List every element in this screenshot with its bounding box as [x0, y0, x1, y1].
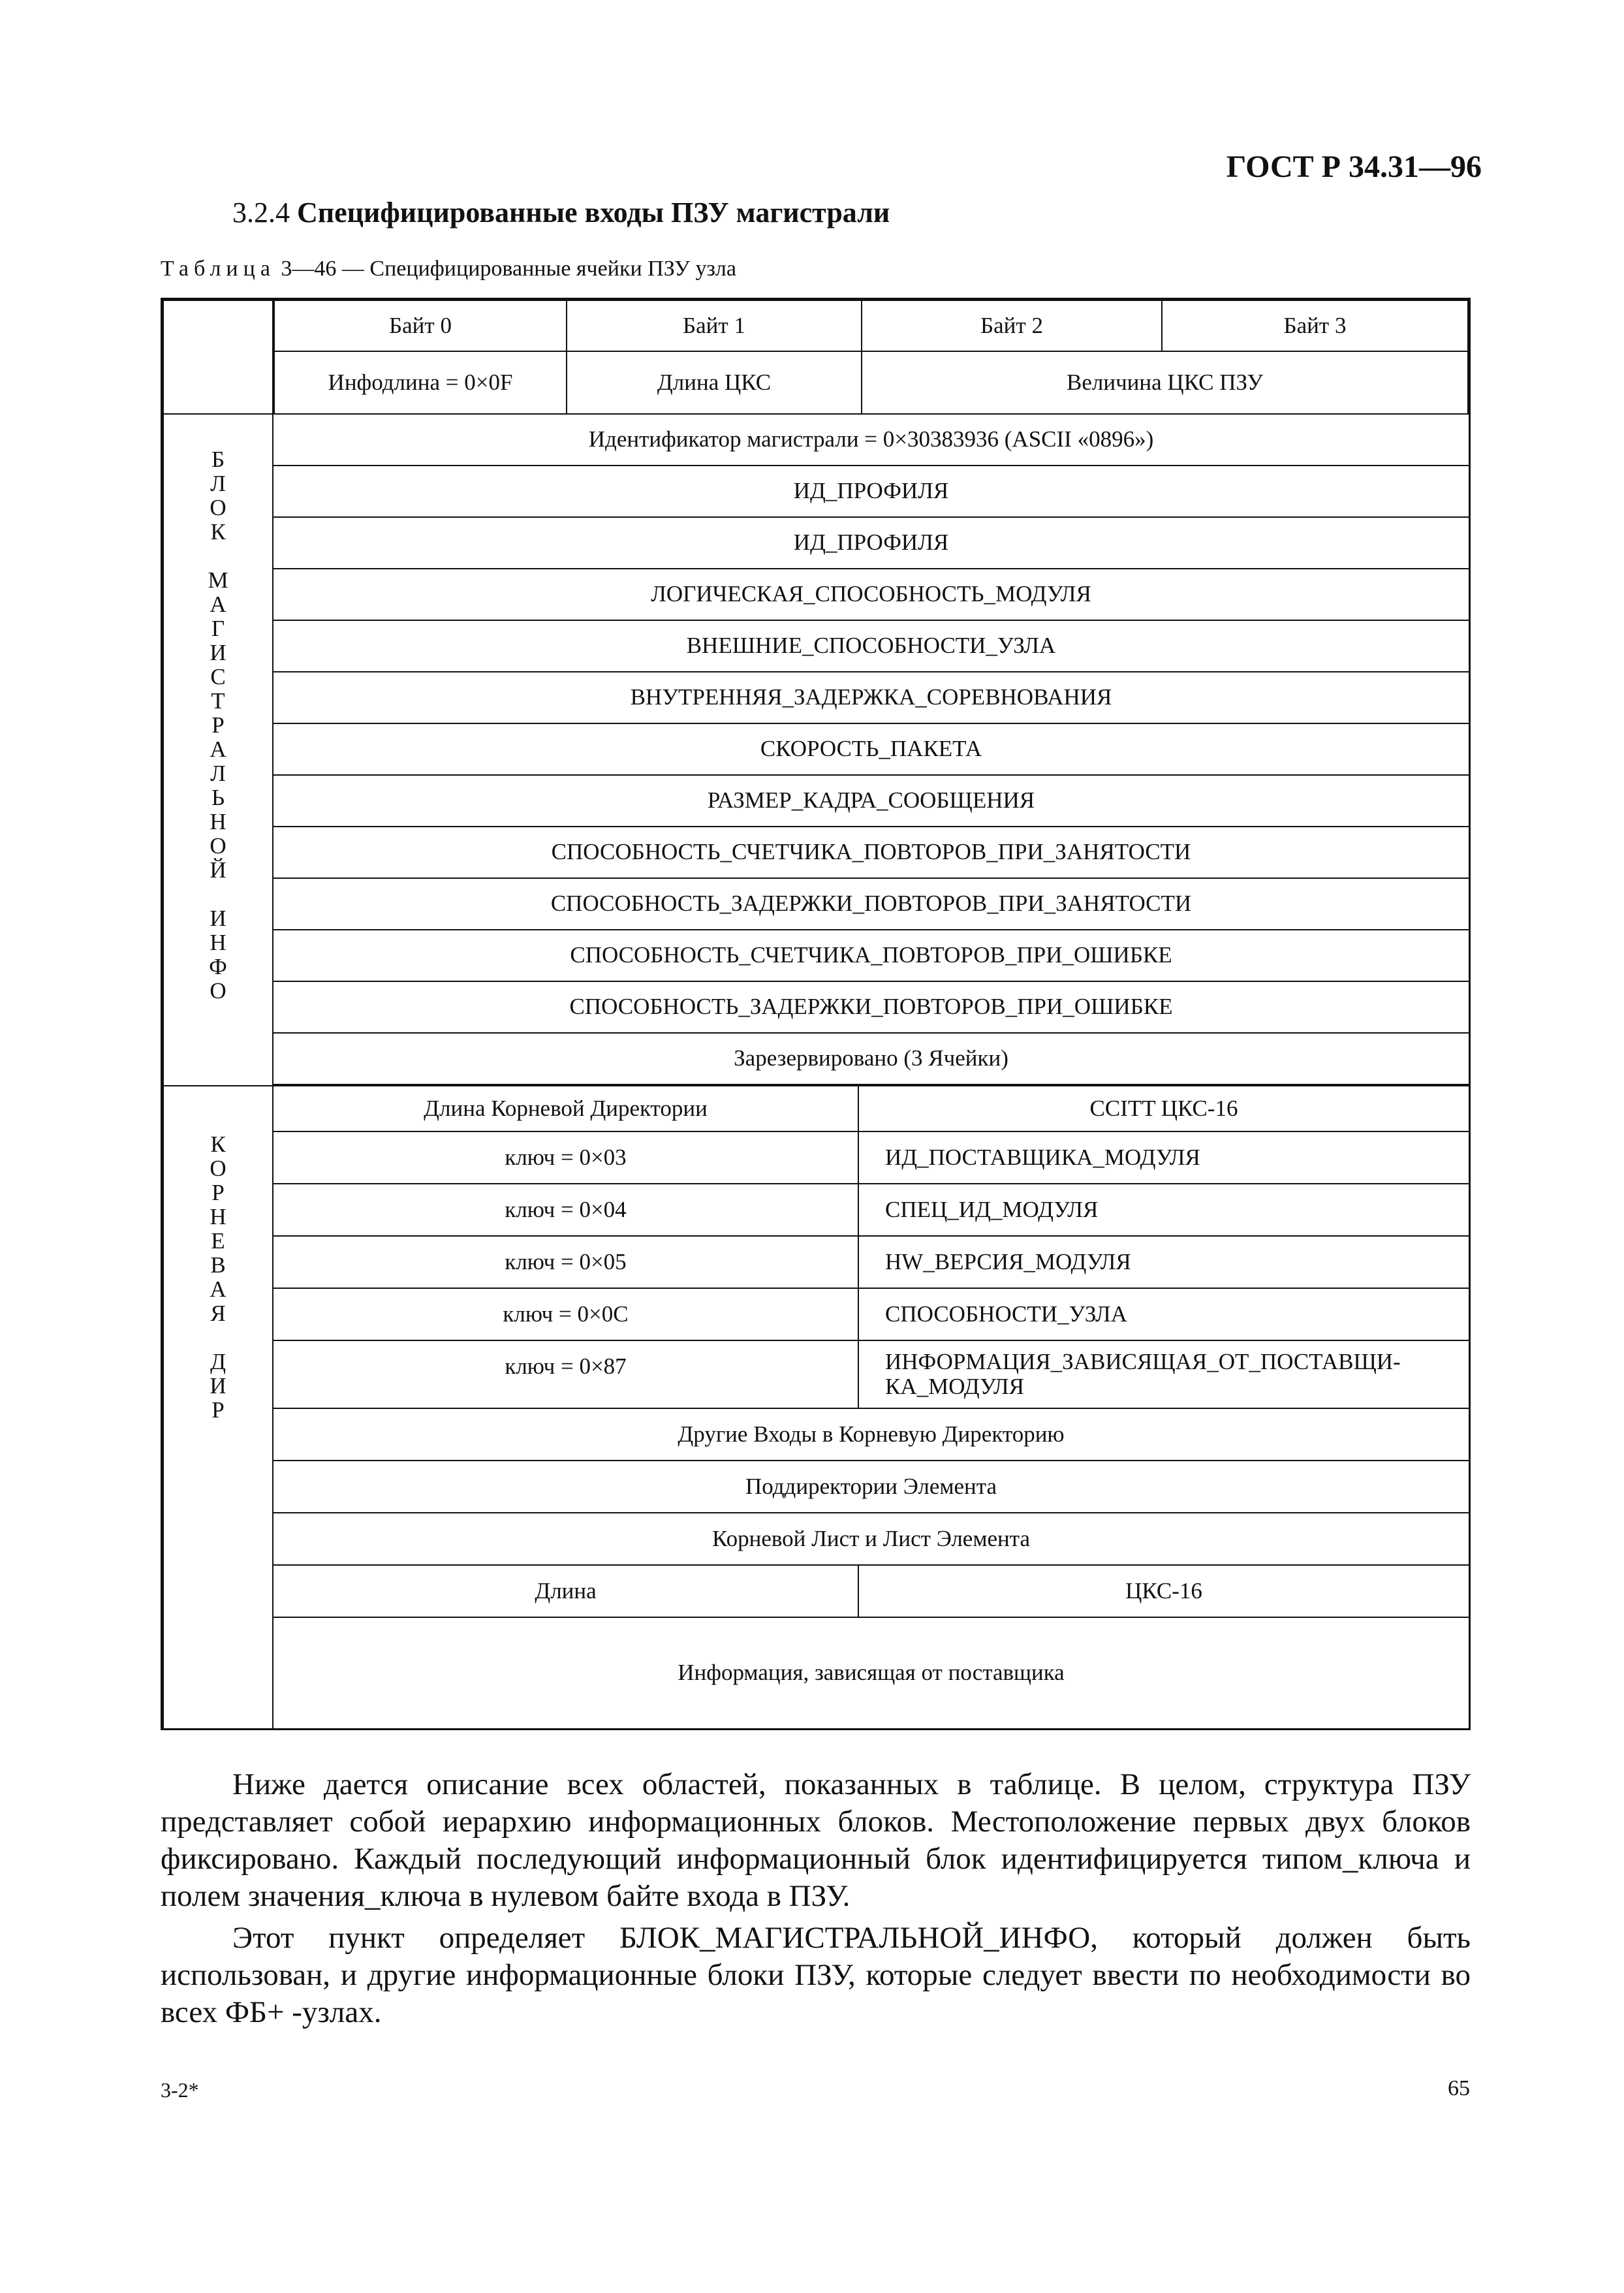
bus-info-row: СПОСОБНОСТЬ_ЗАДЕРЖКИ_ПОВТОРОВ_ПРИ_ОШИБКЕ: [272, 981, 1470, 1034]
root-directory-letter: Д: [210, 1349, 226, 1374]
rom-crc-value-cell: Величина ЦКС ПЗУ: [861, 351, 1469, 415]
root-directory-letter: А: [210, 1276, 226, 1302]
bus-info-row: СПОСОБНОСТЬ_СЧЕТЧИКА_ПОВТОРОВ_ПРИ_ЗАНЯТОСТИ: [272, 826, 1470, 879]
bus-info-block-letter: Р: [211, 712, 225, 738]
bus-info-row: ВНУТРЕННЯЯ_ЗАДЕРЖКА_СОРЕВНОВАНИЯ: [272, 671, 1470, 724]
root-dir-value-line-2: КА_МОДУЛЯ: [885, 1374, 1024, 1399]
body-paragraph-2: Этот пункт определяет БЛОК_МАГИСТРАЛЬНОЙ_ИНФО, который должен быть использован, и другие информационные блоки ПЗУ, которые следует ввести по необходимости во всех ФБ+ -узлах.: [161, 1921, 1471, 2029]
bus-info-block-letter: Г: [211, 616, 225, 641]
bus-info-block-letter: И: [210, 640, 226, 665]
page-number: 65: [1448, 2076, 1470, 2100]
bus-info-row: СПОСОБНОСТЬ_ЗАДЕРЖКИ_ПОВТОРОВ_ПРИ_ЗАНЯТОСТИ: [272, 878, 1470, 930]
bus-info-row: СПОСОБНОСТЬ_СЧЕТЧИКА_ПОВТОРОВ_ПРИ_ОШИБКЕ: [272, 929, 1470, 982]
root-dir-value-cell: СПОСОБНОСТИ_УЗЛА: [858, 1288, 1470, 1341]
root-directory-letter: О: [210, 1156, 226, 1181]
bus-info-block-letter: Н: [210, 809, 226, 834]
crc-length-cell: Длина ЦКС: [566, 351, 862, 415]
root-dir-length-cell: Длина Корневой Директории: [272, 1085, 859, 1132]
bus-info-block-letter: А: [210, 592, 226, 617]
bus-info-block-letter: К: [210, 519, 226, 545]
footer-sheet-mark: 3-2*: [161, 2078, 199, 2102]
header-byte-3: Байт 3: [1161, 300, 1469, 352]
bus-info-block-letter: И: [210, 906, 226, 931]
root-dir-tail-row: Другие Входы в Корневую Директорию: [272, 1408, 1470, 1461]
bus-info-row: Идентификатор магистрали = 0×30383936 (ASCII «0896»): [272, 413, 1470, 466]
bus-info-row: ИД_ПРОФИЛЯ: [272, 465, 1470, 518]
root-directory-letter: И: [210, 1373, 226, 1399]
root-dir-key-cell: ключ = 0×87: [272, 1340, 859, 1409]
table-caption-text: 3—46 — Специфицированные ячейки ПЗУ узла: [275, 257, 736, 281]
root-dir-tail-row: Корневой Лист и Лист Элемента: [272, 1512, 1470, 1566]
bus-info-row: Зарезервировано (3 Ячейки): [272, 1032, 1470, 1085]
length-cell: Длина: [272, 1564, 859, 1618]
root-dir-key-cell: ключ = 0×03: [272, 1131, 859, 1184]
bus-info-block-letter: Б: [211, 447, 225, 472]
info-length-cell: Инфодлина = 0×0F: [273, 351, 567, 415]
section-number: 3.2.4: [232, 197, 290, 229]
root-directory-letter: Н: [210, 1204, 226, 1229]
root-dir-value-cell: [858, 1340, 1470, 1409]
bus-info-block-letter: О: [210, 495, 226, 520]
header-byte-0: Байт 0: [273, 300, 567, 352]
bus-info-block-letter: Ь: [211, 785, 225, 810]
root-dir-key-cell: ключ = 0×05: [272, 1235, 859, 1289]
table-caption: [161, 257, 736, 281]
bus-info-block-letter: Т: [211, 688, 225, 714]
root-dir-key-cell: ключ = 0×04: [272, 1183, 859, 1237]
bus-info-row: ВНЕШНИЕ_СПОСОБНОСТИ_УЗЛА: [272, 620, 1470, 672]
bus-info-block-letter: О: [210, 978, 226, 1004]
bus-info-block-letter: Л: [210, 471, 226, 496]
section-heading: [232, 196, 890, 229]
bus-info-row: СКОРОСТЬ_ПАКЕТА: [272, 723, 1470, 776]
bus-info-row: РАЗМЕР_КАДРА_СООБЩЕНИЯ: [272, 774, 1470, 827]
table-caption-prefix: Таблица: [161, 257, 275, 281]
bus-info-block-letter: Й: [210, 857, 226, 883]
body-paragraph-1: Ниже дается описание всех областей, показанных в таблице. В целом, структура ПЗУ представляет собой иерархию информационных блоков. Местоположение первых двух блоков фиксировано. Каждый последующий информационный блок идентифицируется типом_ключа и полем значения_ключа в нулевом байте входа в ПЗУ.: [161, 1767, 1471, 1913]
bus-info-row: ЛОГИЧЕСКАЯ_СПОСОБНОСТЬ_МОДУЛЯ: [272, 568, 1470, 621]
root-dir-value-line-1: ИНФОРМАЦИЯ_ЗАВИСЯЩАЯ_ОТ_ПОСТАВЩИ-: [885, 1348, 1401, 1374]
root-directory-label: [163, 1085, 273, 1730]
header-byte-1: Байт 1: [566, 300, 862, 352]
bus-info-block-letter: С: [210, 664, 226, 689]
bus-info-block-letter: О: [210, 833, 226, 859]
root-dir-value-cell: ИД_ПОСТАВЩИКА_МОДУЛЯ: [858, 1131, 1470, 1184]
bus-info-block-letter: А: [210, 736, 226, 762]
rom-cells-table: [161, 298, 1471, 1730]
root-directory-letter: В: [210, 1252, 226, 1278]
vendor-info-row: Информация, зависящая от поставщика: [272, 1617, 1470, 1730]
section-title: Специфицированные входы ПЗУ магистрали: [297, 197, 890, 229]
bus-info-block-label: [163, 413, 273, 1086]
crc16-cell: ЦКС-16: [858, 1564, 1470, 1618]
bus-info-block-letter: М: [208, 567, 228, 593]
root-dir-tail-row: Поддиректории Элемента: [272, 1460, 1470, 1513]
root-directory-letter: К: [210, 1131, 226, 1157]
root-dir-value-cell: СПЕЦ_ИД_МОДУЛЯ: [858, 1183, 1470, 1237]
document-code: ГОСТ Р 34.31—96: [1226, 150, 1482, 184]
root-directory-letter: Е: [211, 1228, 225, 1254]
root-directory-letter: Р: [211, 1397, 225, 1423]
ccitt-crc16-cell: CCITT ЦКС-16: [858, 1085, 1470, 1132]
header-byte-2: Байт 2: [861, 300, 1163, 352]
corner-cell: [163, 300, 273, 415]
bus-info-block-letter: Н: [210, 930, 226, 955]
root-dir-key-cell: ключ = 0×0C: [272, 1288, 859, 1341]
bus-info-row: ИД_ПРОФИЛЯ: [272, 516, 1470, 569]
root-directory-letter: Р: [211, 1180, 225, 1205]
bus-info-block-letter: Л: [210, 761, 226, 786]
bus-info-block-letter: Ф: [209, 954, 227, 979]
root-directory-letter: Я: [210, 1301, 226, 1326]
root-dir-value-cell: HW_ВЕРСИЯ_МОДУЛЯ: [858, 1235, 1470, 1289]
